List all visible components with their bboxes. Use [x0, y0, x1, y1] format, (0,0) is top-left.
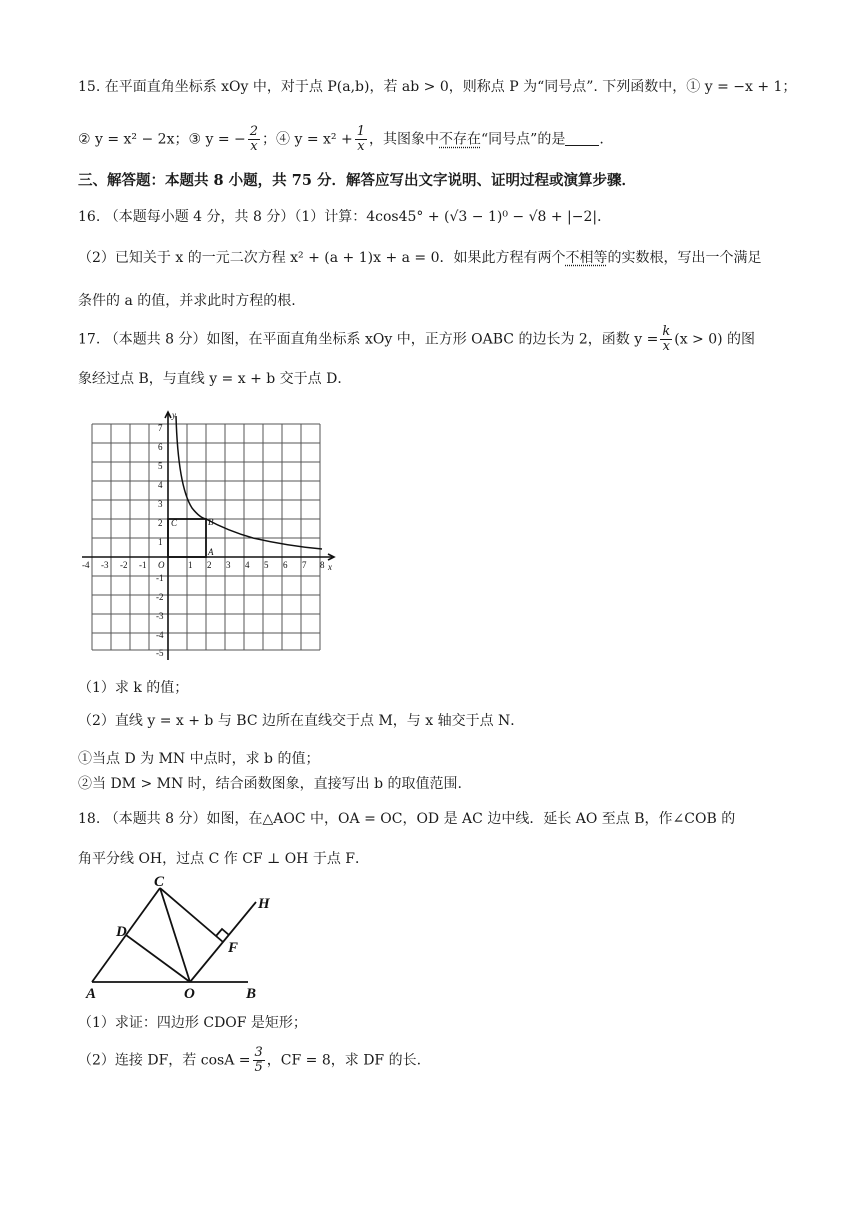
q16-line3: 条件的 a 的值，并求此时方程的根. — [78, 293, 296, 309]
point-label-c: C — [171, 518, 178, 528]
q17-line1-a: 17. （本题共 8 分）如图，在平面直角坐标系 xOy 中，正方形 OABC 的边长为 2，函数 y = — [78, 331, 659, 348]
q15-line1: 15. 在平面直角坐标系 xOy 中，对于点 P(a,b)，若 ab > 0，则称点 P 为“同号点”. 下列函数中，① y = −x + 1； — [78, 79, 797, 95]
q15-frac1-den: x — [250, 139, 258, 154]
q16-line2 — [78, 247, 762, 269]
q18-line1: 18. （本题共 8 分）如图，在△AOC 中，OA = OC，OD 是 AC 边中线．延长 AO 至点 B，作∠COB 的 — [78, 811, 736, 827]
x-tick-6: 6 — [283, 560, 288, 570]
label-h: H — [258, 896, 270, 912]
tick-labels — [82, 410, 332, 658]
q15-frac1-num: 2 — [249, 124, 259, 139]
x-tick-n2: -2 — [120, 560, 128, 570]
y-tick-5: 5 — [158, 461, 163, 471]
hyperbola-curve — [176, 416, 322, 549]
q15-dotted: 不存在 — [439, 131, 482, 148]
q16-line2-a: （2）已知关于 x 的一元二次方程 x² + (a + 1)x + a = 0．如果此方程有两个 — [78, 250, 566, 266]
coordinate-grid-figure — [78, 406, 348, 662]
y-tick-6: 6 — [158, 442, 163, 452]
y-axis-label: y — [172, 410, 176, 420]
q18-frac — [253, 1046, 265, 1075]
q17-line1 — [78, 325, 755, 354]
label-b: B — [246, 986, 257, 1002]
x-tick-n4: -4 — [82, 560, 90, 570]
q15-answer-blank[interactable] — [565, 131, 599, 146]
q15-line2-e: . — [599, 131, 604, 148]
triangle-geometry-figure — [78, 874, 278, 1004]
label-d: D — [116, 924, 127, 940]
section-3-header: 三、解答题：本题共 8 小题，共 75 分．解答应写出文字说明、证明过程或演算步骤． — [78, 172, 636, 189]
q16-line1: 16. （本题每小题 4 分，共 8 分）（1）计算：4cos45° + (√3 − 1)⁰ − √8 + |−2|． — [78, 209, 612, 225]
q17-line1-b: (x > 0) 的图 — [674, 331, 756, 348]
q17-frac-num: k — [662, 324, 671, 339]
x-tick-1: 1 — [188, 560, 193, 570]
x-tick-2: 2 — [207, 560, 212, 570]
y-tick-n3: -3 — [156, 611, 164, 621]
x-tick-n1: -1 — [139, 560, 147, 570]
origin-label: O — [158, 560, 165, 570]
q17-sub2: （2）直线 y = x + b 与 BC 边所在直线交于点 M，与 x 轴交于点 N． — [78, 713, 525, 729]
y-tick-n1: -1 — [156, 573, 164, 583]
label-f: F — [228, 940, 239, 956]
q18-sub2 — [78, 1046, 421, 1075]
label-c: C — [154, 874, 165, 890]
x-tick-4: 4 — [245, 560, 250, 570]
q17-sub2-1: ①当点 D 为 MN 中点时，求 b 的值； — [78, 751, 320, 767]
y-tick-2: 2 — [158, 518, 163, 528]
q17-frac-den: x — [662, 339, 670, 354]
q15-line2 — [78, 125, 604, 154]
label-a: A — [86, 986, 97, 1002]
x-tick-7: 7 — [302, 560, 307, 570]
y-tick-1: 1 — [158, 537, 163, 547]
q18-sub2-b: ，CF = 8，求 DF 的长. — [266, 1052, 422, 1069]
q15-frac2-num: 1 — [356, 124, 366, 139]
y-tick-7: 7 — [158, 423, 163, 433]
q15-frac1 — [248, 125, 260, 154]
q15-frac2 — [355, 125, 367, 154]
y-tick-n4: -4 — [156, 630, 164, 640]
x-tick-n3: -3 — [101, 560, 109, 570]
x-tick-3: 3 — [226, 560, 231, 570]
point-label-a: A — [208, 547, 214, 557]
axes — [82, 412, 334, 660]
q17-frac — [660, 325, 672, 354]
label-o: O — [184, 986, 195, 1002]
q15-line2-b: ；④ y = x² + — [262, 131, 353, 148]
q17-sub2-2: ②当 DM > MN 时，结合函数图象，直接写出 b 的取值范围. — [78, 776, 462, 792]
q15-frac2-den: x — [357, 139, 365, 154]
x-axis-label: x — [328, 562, 332, 572]
point-label-b: B — [208, 517, 214, 527]
q18-frac-den: 5 — [254, 1060, 263, 1075]
q17-line2: 象经过点 B，与直线 y = x + b 交于点 D． — [78, 371, 352, 387]
x-tick-8: 8 — [320, 560, 325, 570]
q17-sub1: （1）求 k 的值； — [78, 680, 189, 696]
x-tick-5: 5 — [264, 560, 269, 570]
q18-sub1: （1）求证：四边形 CDOF 是矩形； — [78, 1015, 307, 1031]
q18-line2: 角平分线 OH，过点 C 作 CF ⊥ OH 于点 F． — [78, 851, 369, 867]
q16-dotted: 不相等 — [565, 250, 608, 266]
q18-frac-num: 3 — [254, 1045, 263, 1060]
y-tick-n5: -5 — [156, 648, 164, 658]
q15-line2-d: “同号点”的是 — [481, 131, 566, 148]
y-tick-4: 4 — [158, 480, 163, 490]
q15-line2-c: ，其图象中 — [369, 131, 440, 148]
y-tick-n2: -2 — [156, 592, 164, 602]
q16-line2-b: 的实数根，写出一个满足 — [607, 250, 762, 266]
y-tick-3: 3 — [158, 499, 163, 509]
q18-sub2-a: （2）连接 DF，若 cosA = — [78, 1052, 251, 1069]
q15-line2-a: ② y = x² − 2x；③ y = − — [78, 131, 246, 148]
